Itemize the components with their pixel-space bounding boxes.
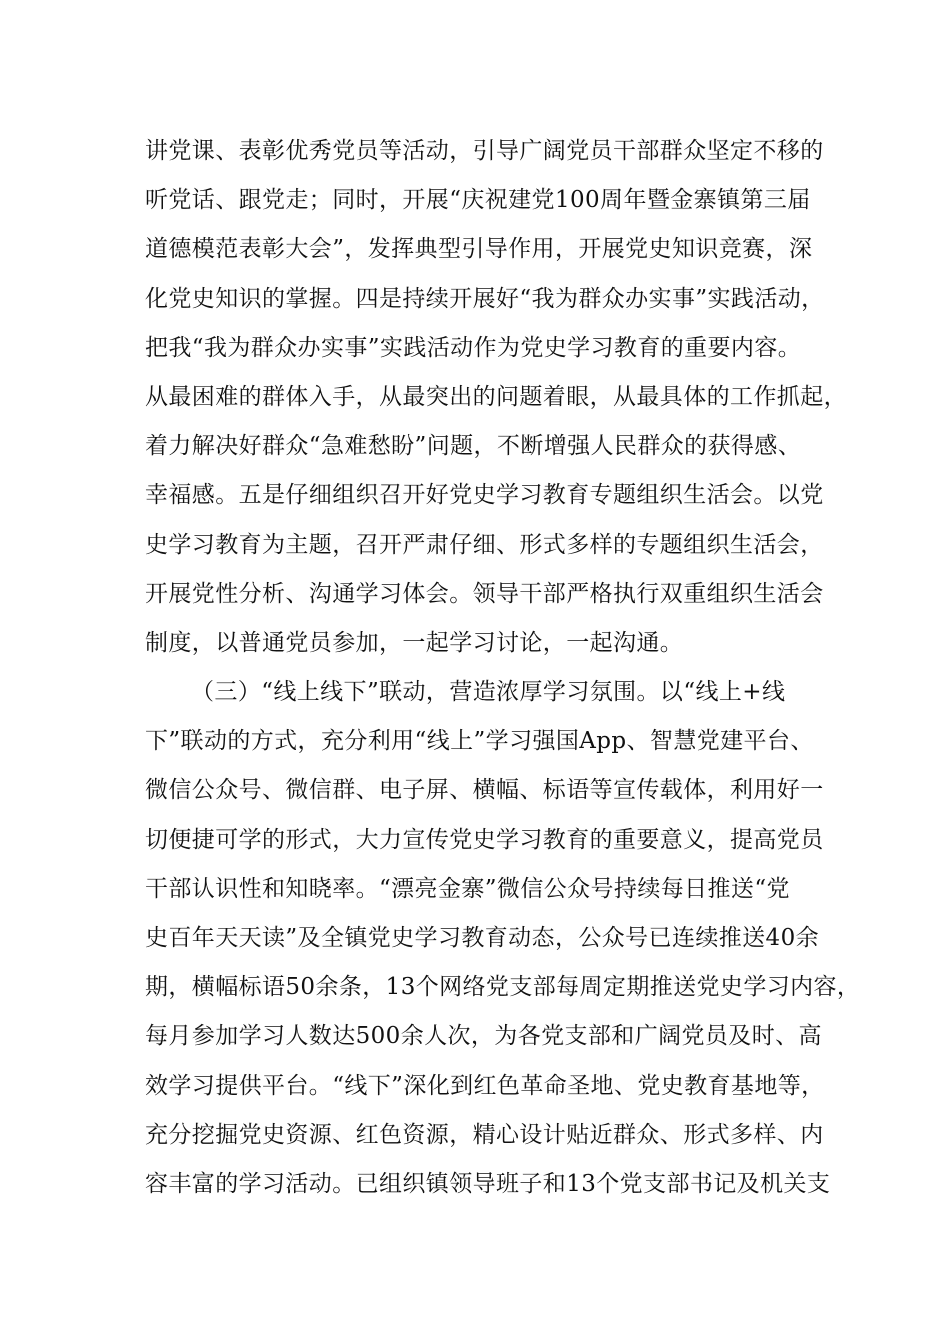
text-line: 着力解决好群众“急难愁盼”问题，不断增强人民群众的获得感、 [145,433,802,460]
text-line: 道德模范表彰大会”，发挥典型引导作用，开展党史知识竞赛，深 [145,236,813,263]
text-line: 切便捷可学的形式，大力宣传党史学习教育的重要意义，提高党员 [145,826,824,853]
text-line: 史学习教育为主题，召开严肃仔细、形式多样的专题组织生活会， [145,531,824,558]
text-line: 把我“我为群众办实事”实践活动作为党史学习教育的重要内容。 [145,334,802,361]
text-line: 下”联动的方式，充分利用“线上”学习强国App、智慧党建平台、 [145,728,814,755]
text-line: 效学习提供平台。“线下”深化到红色革命圣地、党史教育基地等， [145,1072,825,1099]
text-line: 充分挖掘党史资源、红色资源，精心设计贴近群众、形式多样、内 [145,1121,824,1148]
text-line: 史百年天天读”及全镇党史学习教育动态，公众号已连续推送40余 [145,925,820,951]
text-line: 期，横幅标语50余条，13个网络党支部每周定期推送党史学习内容， [145,974,861,1001]
body-text [145,133,861,1215]
text-line: 制度，以普通党员参加，一起学习讨论，一起沟通。 [145,629,684,656]
text-line: 从最困难的群体入手，从最突出的问题着眼，从最具体的工作抓起， [145,383,847,410]
text-line: 讲党课、表彰优秀党员等活动，引导广阔党员干部群众坚定不移的 [145,138,824,164]
text-line: 开展党性分析、沟通学习体会。领导干部严格执行双重组织生活会 [145,580,824,607]
text-line: 化党史知识的掌握。四是持续开展好“我为群众办实事”实践活动， [145,285,825,312]
text-line: 容丰富的学习活动。已组织镇领导班子和13个党支部书记及机关支 [145,1170,831,1197]
text-line: 幸福感。五是仔细组织召开好党史学习教育专题组织生活会。以党 [145,482,824,509]
text-line: 听党话、跟党走；同时，开展“庆祝建党100周年暨金寨镇第三届 [145,187,811,214]
section-heading-line: （三）“线上线下”联动，营造浓厚学习氛围。以“线上+线 [191,679,786,706]
text-line: 干部认识性和知晓率。“漂亮金寨”微信公众号持续每日推送“党 [145,875,790,902]
text-line: 每月参加学习人数达500余人次，为各党支部和广阔党员及时、高 [145,1023,822,1050]
text-line: 微信公众号、微信群、电子屏、横幅、标语等宣传载体，利用好一 [145,777,824,804]
